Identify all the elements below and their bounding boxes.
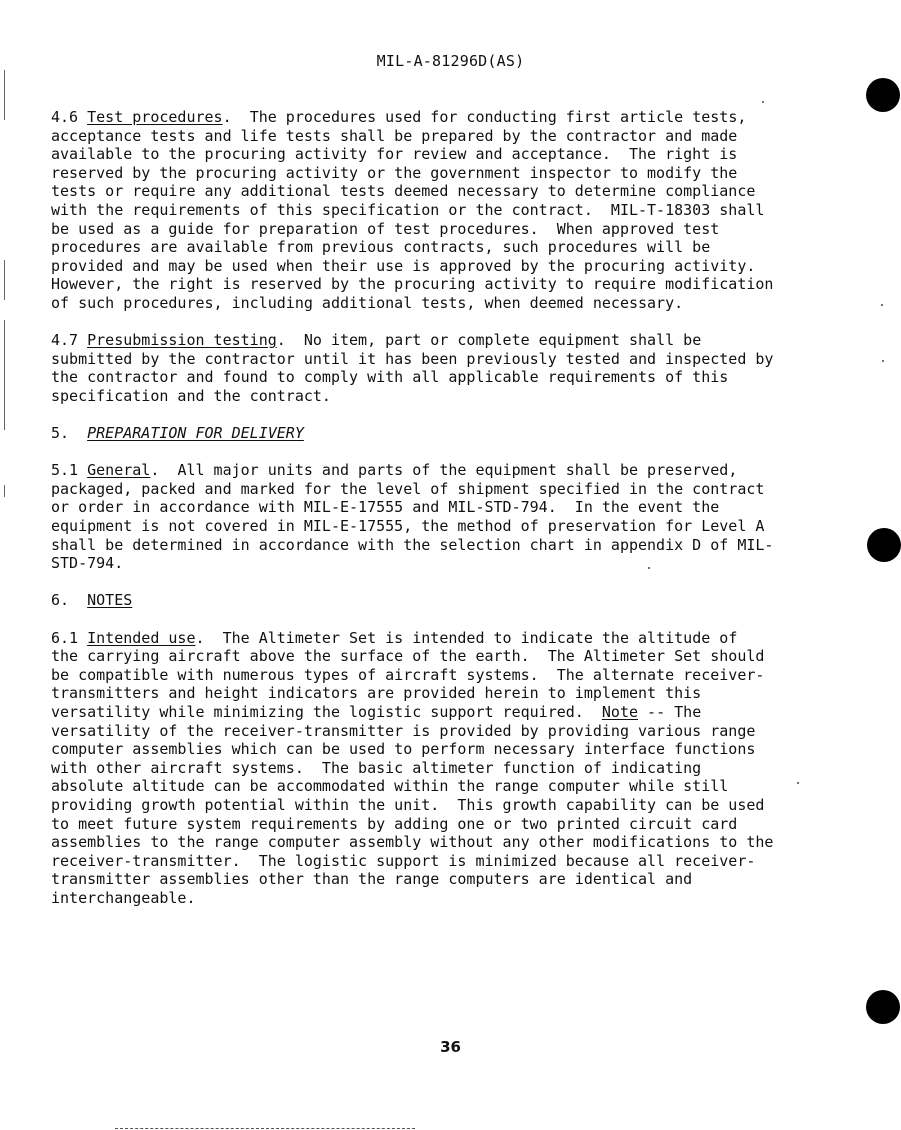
scan-speck (881, 304, 883, 306)
section-title: Intended use (87, 628, 196, 647)
section-number: 6. (51, 591, 70, 610)
paragraph-line: submitted by the contractor until it has been previously tested and inspected by (51, 349, 774, 368)
paragraph-line: or order in accordance with MIL-E-17555 and MIL-STD-794. In the event the (51, 498, 720, 517)
paragraph-line: with the requirements of this specification or the contract. MIL-T-18303 shall (51, 200, 765, 219)
paragraph-line: of such procedures, including additional tests, when deemed necessary. (51, 293, 684, 312)
section-title: Presubmission testing (87, 331, 277, 350)
paragraph-line: versatility of the receiver-transmitter is provided by providing various range (51, 721, 756, 740)
section-6 (51, 591, 841, 610)
scan-speck (648, 567, 650, 569)
paragraph-line: with other aircraft systems. The basic altimeter function of indicating (51, 758, 702, 777)
paragraph-line: interchangeable. (51, 888, 196, 907)
margin-scan-line (4, 320, 5, 430)
paragraph-line: be compatible with numerous types of aircraft systems. The alternate receiver- (51, 665, 765, 684)
paragraph-line: transmitter assemblies other than the range computers are identical and (51, 870, 693, 889)
page-number: 36 (440, 1038, 461, 1056)
paragraph-line: shall be determined in accordance with the selection chart in appendix D of MIL- (51, 535, 774, 554)
paragraph-line: the contractor and found to comply with all applicable requirements of this (51, 368, 729, 387)
section-heading-line: 5.1 General. All major units and parts of the equipment shall be preserved, (51, 461, 738, 480)
paragraph-line: However, the right is reserved by the procuring activity to require modification (51, 275, 774, 294)
section-number: 6.1 (51, 628, 79, 647)
document-number-header: MIL-A-81296D(AS) (376, 52, 525, 70)
paragraph-line: specification and the contract. (51, 386, 331, 405)
paragraph-line: provided and may be used when their use is approved by the procuring activity. (51, 256, 756, 275)
paragraph-line: procedures are available from previous contracts, such procedures will be (51, 238, 711, 257)
section-heading-line: 4.6 Test procedures. The procedures used for conducting first article tests, (51, 108, 747, 126)
section-4-7 (51, 331, 841, 405)
section-heading-line (51, 424, 841, 443)
scan-speck (762, 101, 764, 103)
note-label: Note (601, 703, 639, 721)
note-suffix: -- The (638, 703, 702, 721)
paragraph-line: No item, part or complete equipment shall be (303, 331, 702, 350)
section-5-1 (51, 461, 841, 573)
section-4-6 (51, 108, 841, 313)
binder-hole-bottom (866, 990, 900, 1024)
section-6-1 (51, 629, 841, 908)
paragraph-line: available to the procuring activity for review and acceptance. The right is (51, 145, 738, 164)
paragraph-line: assemblies to the range computer assembly without any other modifications to the (51, 833, 774, 852)
section-heading-line (51, 591, 841, 610)
section-title: Test procedures (87, 108, 223, 126)
paragraph-line: receiver-transmitter. The logistic support is minimized because all receiver- (51, 851, 756, 870)
paragraph-line: be used as a guide for preparation of test procedures. When approved test (51, 219, 720, 238)
section-number: 5. (51, 424, 70, 443)
paragraph-line: computer assemblies which can be used to perform necessary interface functions (51, 740, 756, 759)
paragraph-line: All major units and parts of the equipment shall be preserved, (177, 461, 738, 480)
paragraph-line: The Altimeter Set is intended to indicate the altitude of (222, 628, 738, 647)
paragraph-line: STD-794. (51, 554, 124, 573)
section-number: 4.7 (51, 331, 79, 350)
paragraph-line: tests or require any additional tests deemed necessary to determine compliance (51, 182, 756, 201)
margin-scan-line (4, 70, 5, 120)
section-number: 5.1 (51, 461, 79, 480)
binder-hole-top (866, 78, 900, 112)
section-title: General (87, 461, 151, 480)
paragraph-line: transmitters and height indicators are provided herein to implement this (51, 684, 702, 703)
section-number: 4.6 (51, 108, 79, 126)
paragraph-line-with-note (51, 703, 841, 722)
paragraph-line: providing growth potential within the unit. This growth capability can be used (51, 795, 765, 814)
section-5 (51, 424, 841, 443)
section-title: NOTES (87, 591, 133, 610)
paragraph-line: packaged, packed and marked for the level of shipment specified in the contract (51, 479, 765, 498)
paragraph-line: reserved by the procuring activity or the government inspector to modify the (51, 163, 738, 182)
margin-scan-line (4, 260, 5, 300)
paragraph-line: absolute altitude can be accommodated within the range computer while still (51, 777, 729, 796)
section-heading-line: 4.7 Presubmission testing. No item, part or complete equipment shall be (51, 331, 702, 350)
paragraph-line: The procedures used for conducting first article tests, (249, 108, 747, 126)
scan-speck (882, 360, 884, 362)
binder-hole-middle (867, 528, 901, 562)
margin-scan-line (4, 485, 5, 497)
section-title: PREPARATION FOR DELIVERY (87, 424, 304, 443)
document-body (51, 108, 841, 926)
section-heading-line: 6.1 Intended use. The Altimeter Set is intended to indicate the altitude of (51, 628, 738, 647)
paragraph-text: versatility while minimizing the logistic support required. (51, 703, 602, 721)
paragraph-line: the carrying aircraft above the surface of the earth. The Altimeter Set should (51, 647, 765, 666)
paragraph-line: acceptance tests and life tests shall be prepared by the contractor and made (51, 126, 738, 145)
paragraph-line: equipment is not covered in MIL-E-17555, the method of preservation for Level A (51, 517, 765, 536)
paragraph-line: to meet future system requirements by adding one or two printed circuit card (51, 814, 738, 833)
scan-speck (797, 782, 799, 784)
